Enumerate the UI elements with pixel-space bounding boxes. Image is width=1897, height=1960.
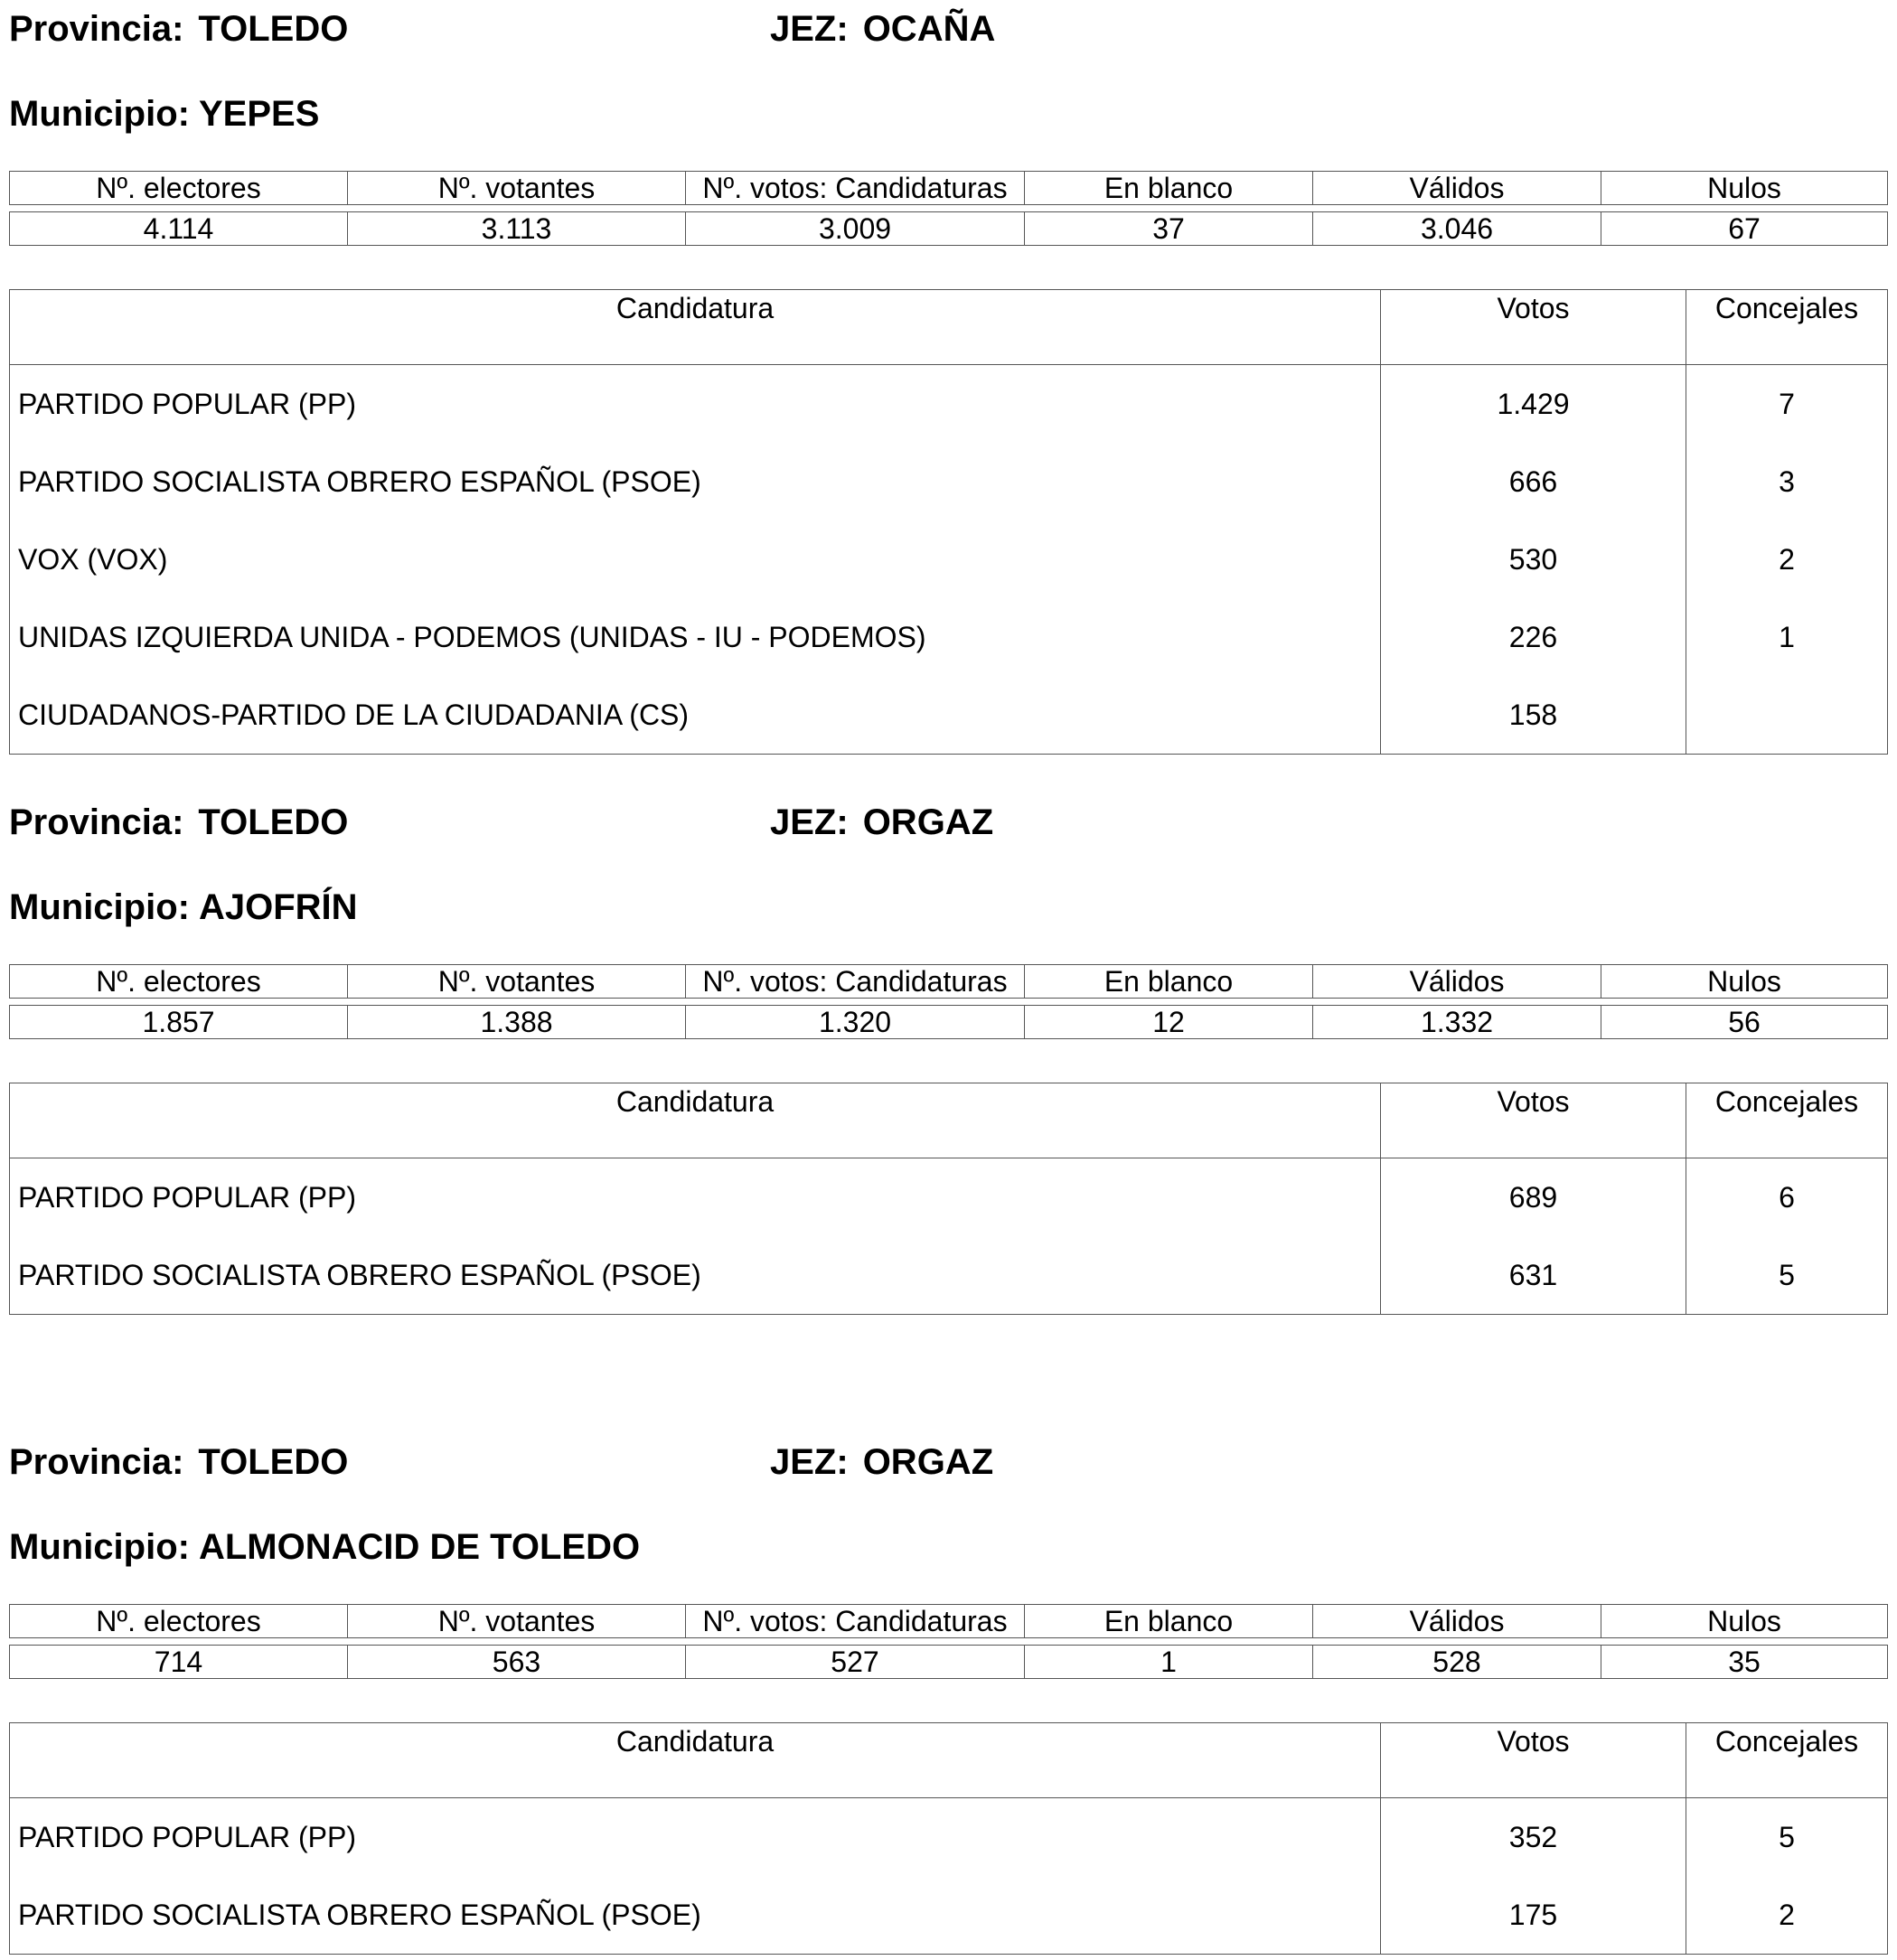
summary-header-row	[10, 172, 1888, 205]
summary-table	[9, 964, 1888, 1039]
provincia-label: Provincia:	[9, 802, 184, 842]
candidate-row	[10, 443, 1888, 520]
candidate-votos: 158	[1381, 676, 1686, 755]
summary-header-cell: En blanco	[1025, 1605, 1313, 1638]
jez-label: JEZ:	[770, 9, 849, 49]
summary-header-cell: Nº. votantes	[348, 1605, 686, 1638]
jez-value: ORGAZ	[862, 802, 994, 842]
header-concejales: Concejales	[1686, 1083, 1888, 1158]
summary-value-cell: 714	[10, 1646, 348, 1679]
jez-value: ORGAZ	[862, 1442, 994, 1482]
jez-heading	[770, 7, 995, 51]
jez-heading	[770, 1440, 993, 1484]
candidate-row	[10, 1236, 1888, 1315]
candidate-concejales: 5	[1686, 1798, 1888, 1877]
summary-value-cell: 1.857	[10, 1006, 348, 1039]
summary-value-cell: 527	[686, 1646, 1025, 1679]
provincia-heading	[9, 801, 348, 844]
summary-header-cell: Nº. votos: Candidaturas	[686, 1605, 1025, 1638]
provincia-label: Provincia:	[9, 1442, 184, 1482]
results-header-row	[10, 1723, 1888, 1798]
candidate-name: PARTIDO SOCIALISTA OBRERO ESPAÑOL (PSOE)	[10, 443, 1381, 520]
summary-header-cell: Válidos	[1313, 172, 1601, 205]
summary-header-cell: En blanco	[1025, 965, 1313, 999]
municipio-heading	[9, 886, 358, 929]
candidate-row	[10, 365, 1888, 444]
candidate-row	[10, 1876, 1888, 1955]
candidate-name: PARTIDO SOCIALISTA OBRERO ESPAÑOL (PSOE)	[10, 1876, 1381, 1955]
summary-header-cell: Nulos	[1601, 965, 1888, 999]
candidate-concejales: 7	[1686, 365, 1888, 444]
candidate-concejales: 1	[1686, 598, 1888, 676]
municipio-heading	[9, 92, 319, 136]
results-header-row	[10, 290, 1888, 365]
summary-header-cell: Nº. electores	[10, 172, 348, 205]
candidate-concejales: 5	[1686, 1236, 1888, 1315]
summary-header-cell: Nulos	[1601, 1605, 1888, 1638]
candidate-row	[10, 1798, 1888, 1877]
summary-values-row	[10, 1646, 1888, 1679]
candidate-name: CIUDADANOS-PARTIDO DE LA CIUDADANIA (CS)	[10, 676, 1381, 755]
header-concejales: Concejales	[1686, 290, 1888, 365]
results-table	[9, 1722, 1888, 1955]
candidate-votos: 175	[1381, 1876, 1686, 1955]
summary-value-cell: 4.114	[10, 212, 348, 246]
summary-header-cell: Nº. votos: Candidaturas	[686, 965, 1025, 999]
summary-header-cell: Nº. votantes	[348, 172, 686, 205]
candidate-votos: 1.429	[1381, 365, 1686, 444]
summary-header-cell: Nº. votos: Candidaturas	[686, 172, 1025, 205]
summary-value-cell: 3.046	[1313, 212, 1601, 246]
summary-header-cell: Válidos	[1313, 965, 1601, 999]
summary-header-cell: Válidos	[1313, 1605, 1601, 1638]
candidate-votos: 226	[1381, 598, 1686, 676]
candidate-name: VOX (VOX)	[10, 520, 1381, 598]
summary-header-cell: Nº. votantes	[348, 965, 686, 999]
candidate-concejales	[1686, 676, 1888, 755]
candidate-name: UNIDAS IZQUIERDA UNIDA - PODEMOS (UNIDAS - IU - PODEMOS)	[10, 598, 1381, 676]
provincia-label: Provincia:	[9, 9, 184, 49]
summary-value-cell: 67	[1601, 212, 1888, 246]
header-concejales: Concejales	[1686, 1723, 1888, 1798]
summary-values-row	[10, 212, 1888, 246]
header-votos: Votos	[1381, 290, 1686, 365]
results-table	[9, 1083, 1888, 1315]
jez-heading	[770, 801, 993, 844]
header-candidatura: Candidatura	[10, 290, 1381, 365]
jez-value: OCAÑA	[862, 9, 996, 49]
summary-header-cell: Nº. electores	[10, 1605, 348, 1638]
summary-header-cell: Nº. electores	[10, 965, 348, 999]
summary-value-cell: 12	[1025, 1006, 1313, 1039]
candidate-concejales: 6	[1686, 1158, 1888, 1237]
provincia-value: TOLEDO	[198, 1442, 349, 1482]
summary-table	[9, 171, 1888, 246]
municipio-value: AJOFRÍN	[198, 887, 358, 927]
jez-label: JEZ:	[770, 802, 849, 842]
candidate-name: PARTIDO POPULAR (PP)	[10, 1798, 1381, 1877]
summary-header-row	[10, 965, 1888, 999]
summary-value-cell: 35	[1601, 1646, 1888, 1679]
candidate-concejales: 2	[1686, 1876, 1888, 1955]
summary-header-cell: En blanco	[1025, 172, 1313, 205]
summary-header-row	[10, 1605, 1888, 1638]
municipio-value: ALMONACID DE TOLEDO	[198, 1527, 641, 1567]
provincia-heading	[9, 1440, 348, 1484]
municipio-label: Municipio:	[9, 1527, 190, 1567]
header-votos: Votos	[1381, 1083, 1686, 1158]
candidate-votos: 530	[1381, 520, 1686, 598]
candidate-votos: 352	[1381, 1798, 1686, 1877]
results-table	[9, 289, 1888, 755]
summary-value-cell: 563	[348, 1646, 686, 1679]
candidate-concejales: 2	[1686, 520, 1888, 598]
municipio-heading	[9, 1525, 640, 1569]
candidate-name: PARTIDO SOCIALISTA OBRERO ESPAÑOL (PSOE)	[10, 1236, 1381, 1315]
summary-value-cell: 1.388	[348, 1006, 686, 1039]
candidate-name: PARTIDO POPULAR (PP)	[10, 1158, 1381, 1237]
municipio-value: YEPES	[198, 94, 320, 134]
municipio-label: Municipio:	[9, 887, 190, 927]
candidate-name: PARTIDO POPULAR (PP)	[10, 365, 1381, 444]
provincia-heading	[9, 7, 348, 51]
provincia-value: TOLEDO	[198, 9, 349, 49]
candidate-concejales: 3	[1686, 443, 1888, 520]
municipio-label: Municipio:	[9, 94, 190, 134]
header-candidatura: Candidatura	[10, 1723, 1381, 1798]
summary-value-cell: 1	[1025, 1646, 1313, 1679]
candidate-votos: 631	[1381, 1236, 1686, 1315]
summary-value-cell: 37	[1025, 212, 1313, 246]
summary-header-cell: Nulos	[1601, 172, 1888, 205]
summary-value-cell: 1.332	[1313, 1006, 1601, 1039]
summary-value-cell: 1.320	[686, 1006, 1025, 1039]
summary-table	[9, 1604, 1888, 1679]
header-votos: Votos	[1381, 1723, 1686, 1798]
summary-value-cell: 3.113	[348, 212, 686, 246]
jez-label: JEZ:	[770, 1442, 849, 1482]
candidate-votos: 666	[1381, 443, 1686, 520]
summary-values-row	[10, 1006, 1888, 1039]
results-header-row	[10, 1083, 1888, 1158]
candidate-row	[10, 598, 1888, 676]
candidate-row	[10, 1158, 1888, 1237]
summary-value-cell: 528	[1313, 1646, 1601, 1679]
candidate-row	[10, 520, 1888, 598]
summary-value-cell: 56	[1601, 1006, 1888, 1039]
provincia-value: TOLEDO	[198, 802, 349, 842]
candidate-row	[10, 676, 1888, 755]
candidate-votos: 689	[1381, 1158, 1686, 1237]
header-candidatura: Candidatura	[10, 1083, 1381, 1158]
summary-value-cell: 3.009	[686, 212, 1025, 246]
